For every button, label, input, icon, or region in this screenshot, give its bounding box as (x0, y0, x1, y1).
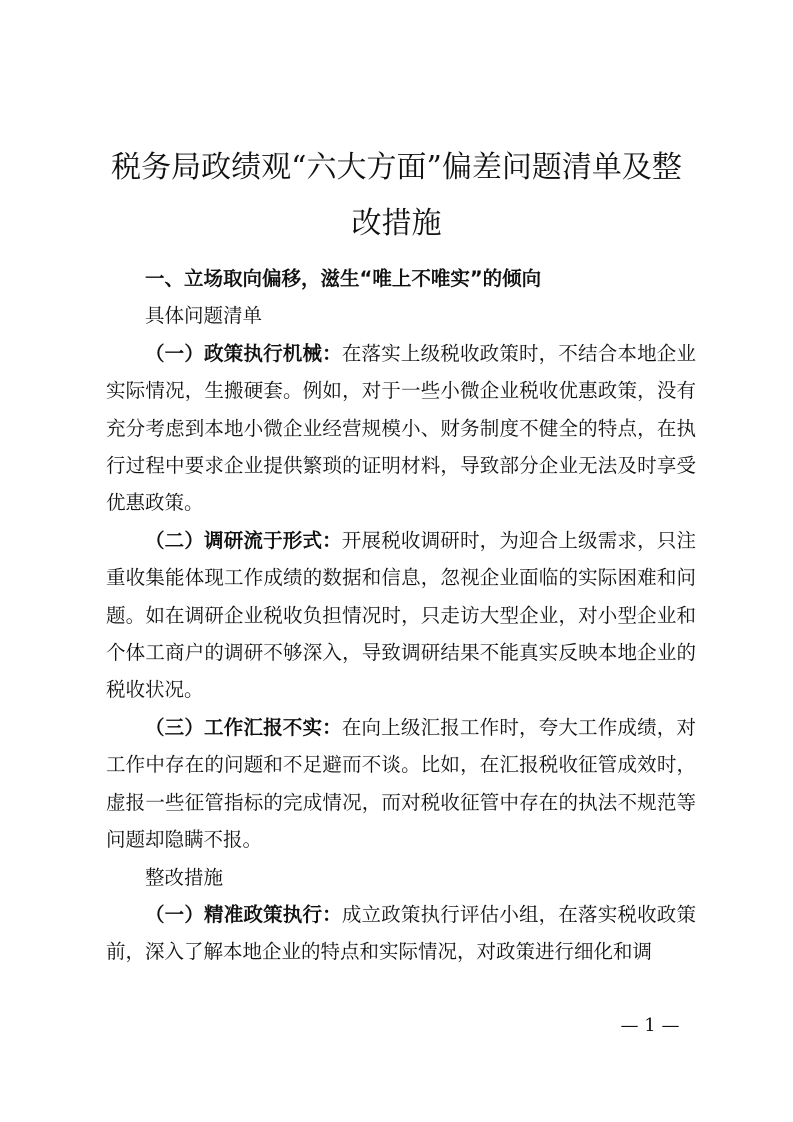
title-line-1: 税务局政绩观“六大方面”偏差问题清单及整 (111, 150, 682, 185)
problems-label: 具体问题清单 (145, 304, 263, 328)
problem-1-lead: （一）政策执行机械： (145, 341, 342, 365)
measure-1-text: 成立政策执行评估小组，在落实税收政策前，深入了解本地企业的特点和实际情况，对政策进行细化和调 (106, 902, 696, 964)
page-number: — 1 — (620, 1015, 680, 1036)
problem-paragraph-3 (106, 709, 696, 859)
problem-2-text: 开展税收调研时，为迎合上级需求，只注重收集能体现工作成绩的数据和信息，忽视企业面临的实际困难和问题。如在调研企业税收负担情况时，只走访大型企业，对小型企业和个体工商户的调研不够深入，导致调研结果不能真实反映本地企业的税收状况。 (106, 528, 696, 702)
problem-3-text: 在向上级汇报工作时，夸大工作成绩，对工作中存在的问题和不足避而不谈。比如，在汇报税收征管成效时，虚报一些征管指标的完成情况，而对税收征管中存在的执法不规范等问题却隐瞒不报。 (106, 715, 696, 852)
problem-1-text: 在落实上级税收政策时，不结合本地企业实际情况，生搬硬套。例如，对于一些小微企业税收优惠政策，没有充分考虑到本地小微企业经营规模小、财务制度不健全的特点，在执行过程中要求企业提供繁琐的证明材料，导致部分企业无法及时享受优惠政策。 (106, 341, 696, 515)
problem-paragraph-1 (106, 335, 696, 522)
problem-2-lead: （二）调研流于形式： (145, 528, 342, 552)
problem-paragraph-2 (106, 522, 696, 709)
section-heading: 一、立场取向偏移，滋生“唯上不唯实”的倾向 (145, 267, 542, 290)
document-title (100, 140, 693, 252)
document-body (106, 260, 696, 971)
problem-3-lead: （三）工作汇报不实： (145, 715, 342, 739)
measure-paragraph-1 (106, 896, 696, 971)
measures-label: 整改措施 (145, 865, 224, 889)
measure-1-lead: （一）精准政策执行： (145, 902, 342, 926)
title-line-2: 改措施 (351, 206, 442, 241)
